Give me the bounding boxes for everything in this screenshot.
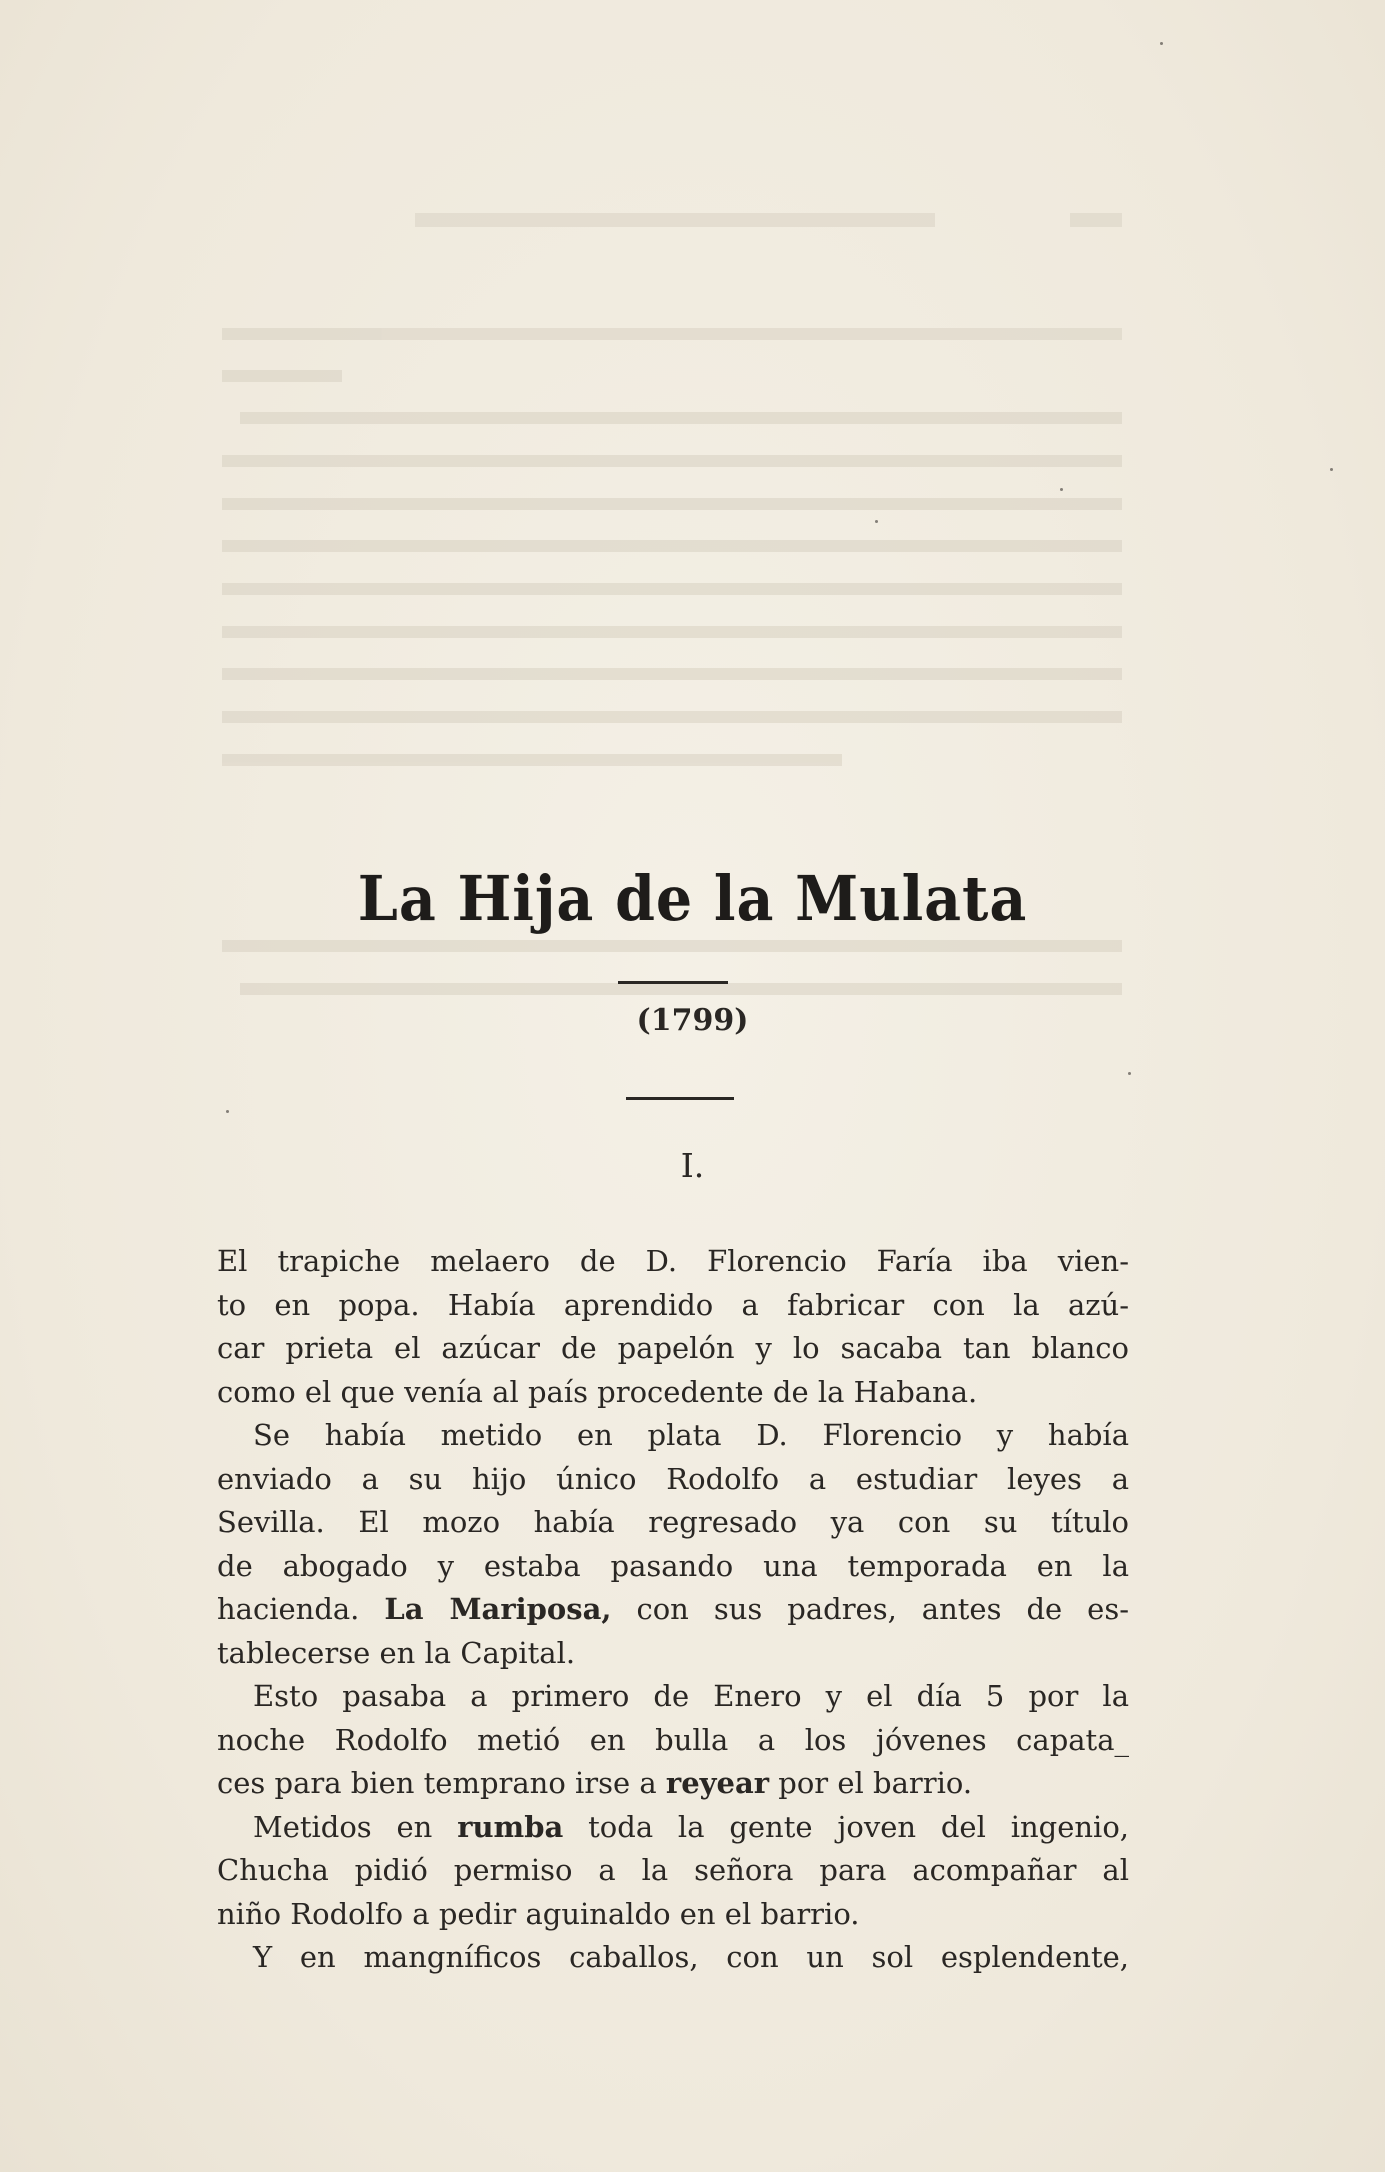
text-line: El trapiche melaero de D. Florencio Faría iba vien- — [217, 1244, 1129, 1278]
text-line — [217, 1762, 1129, 1806]
emphasis-word: reyear — [665, 1766, 770, 1800]
story-body — [217, 1240, 1129, 1980]
text-span: hacienda. — [217, 1592, 360, 1626]
text-span: con sus padres, antes de es- — [636, 1592, 1130, 1626]
text-line: Y en mangníficos caballos, con un sol esplendente, — [253, 1940, 1129, 1974]
text-line: Sevilla. El mozo había regresado ya con su título — [217, 1505, 1129, 1539]
text-line: de abogado y estaba pasando una temporada en la — [217, 1548, 1129, 1583]
text-line: enviado a su hijo único Rodolfo a estudiar leyes a — [217, 1461, 1129, 1496]
text-span: por el barrio. — [778, 1766, 973, 1800]
text-line: niño Rodolfo a pedir aguinaldo en el barrio. — [217, 1896, 860, 1931]
text-line: Se había metido en plata D. Florencio y había — [253, 1418, 1129, 1452]
hacienda-name: La Mariposa, — [384, 1592, 612, 1626]
title-divider-bottom — [626, 1097, 734, 1100]
text-line — [217, 1588, 1129, 1632]
story-title: La Hija de la Mulata — [357, 862, 1028, 935]
title-divider-top — [618, 981, 728, 984]
chapter-number: I. — [680, 1146, 705, 1185]
text-line: car prieta el azúcar de papelón y lo sacaba tan blanco — [217, 1331, 1129, 1365]
paper-speck — [1330, 468, 1333, 471]
text-line: Esto pasaba a primero de Enero y el día 5 por la — [253, 1679, 1129, 1713]
paper-speck — [1128, 1072, 1131, 1075]
paper-speck — [226, 1110, 229, 1113]
story-year: (1799) — [636, 1003, 749, 1038]
text-span: ces para bien temprano irse a — [217, 1766, 657, 1800]
text-span: toda la gente joven del ingenio, — [588, 1809, 1130, 1844]
paper-speck — [875, 520, 878, 523]
text-line: tablecerse en la Capital. — [217, 1635, 576, 1670]
text-line: Chucha pidió permiso a la señora para acompañar al — [217, 1853, 1129, 1887]
text-line: noche Rodolfo metió en bulla a los jóvenes capata_ — [217, 1722, 1129, 1757]
text-line: to en popa. Había aprendido a fabricar con la azú- — [217, 1287, 1129, 1322]
text-line: como el que venía al país procedente de la Habana. — [217, 1374, 978, 1409]
paper-speck — [1060, 488, 1063, 491]
show-through-texture — [0, 0, 1385, 1000]
text-line — [217, 1806, 1129, 1850]
paper-speck — [1160, 42, 1163, 45]
text-span: Metidos en — [253, 1809, 433, 1844]
emphasis-word: rumba — [457, 1809, 564, 1844]
